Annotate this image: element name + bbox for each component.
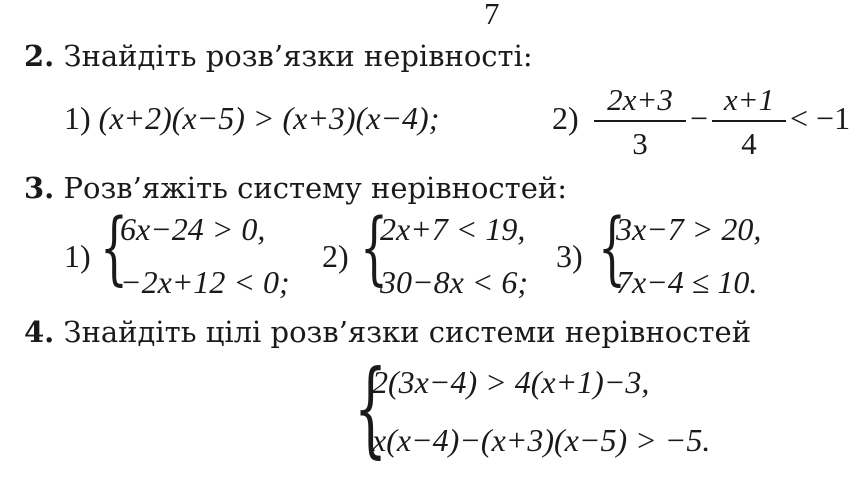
task-2-part-1-label: 1) <box>64 100 91 136</box>
fraction-1-denominator: 3 <box>632 126 648 161</box>
fraction-1-bar <box>594 120 686 122</box>
task-2-fraction-2 <box>712 84 786 159</box>
task-4-line-1: 2(3x−4) > 4(x+1)−3, <box>372 364 650 400</box>
task-3-heading <box>24 171 567 205</box>
fraction-2-bar <box>712 120 786 122</box>
task-3-title: Розв’яжіть систему нерівностей: <box>63 171 567 205</box>
fraction-1-numerator: 2x+3 <box>607 82 673 117</box>
system-2-brace: { <box>360 201 388 294</box>
task-2-heading <box>24 39 533 73</box>
system-1-label: 1) <box>64 238 91 274</box>
task-4-system-brace: { <box>354 347 388 469</box>
task-2-part-1-expression: (x+2)(x−5) > (x+3)(x−4); <box>98 100 440 136</box>
task-4-number: 4. <box>24 315 55 349</box>
system-3-label: 3) <box>556 238 583 274</box>
system-3-line-1: 3x−7 > 20, <box>616 211 762 247</box>
task-4-heading <box>24 315 752 349</box>
task-2-part-1 <box>64 102 439 134</box>
system-2-label: 2) <box>322 238 349 274</box>
system-3-line-2: 7x−4 ≤ 10. <box>616 264 758 300</box>
system-2-line-1: 2x+7 < 19, <box>380 211 526 247</box>
task-2-part-2-label: 2) <box>552 100 579 136</box>
system-1-brace: { <box>100 201 128 294</box>
system-3-brace: { <box>598 201 626 294</box>
task-3-number: 3. <box>24 171 55 205</box>
task-2-title: Знайдіть розв’язки нерівності: <box>63 39 533 73</box>
top-fragment-digit: 7 <box>484 0 500 31</box>
system-1-line-1: 6x−24 > 0, <box>120 211 266 247</box>
task-4-line-2: x(x−4)−(x+3)(x−5) > −5. <box>372 422 711 458</box>
fraction-2-denominator: 4 <box>741 126 757 161</box>
task-2-minus-sign: − <box>690 100 709 136</box>
system-1-line-2: −2x+12 < 0; <box>120 264 290 300</box>
task-2-tail: < −1 <box>790 100 851 136</box>
system-2-line-2: 30−8x < 6; <box>380 264 529 300</box>
task-4-title: Знайдіть цілі розв’язки системи нерівностей <box>63 315 752 349</box>
task-2-number: 2. <box>24 39 55 73</box>
fraction-2-numerator: x+1 <box>723 82 775 117</box>
task-2-fraction-1 <box>594 84 686 159</box>
